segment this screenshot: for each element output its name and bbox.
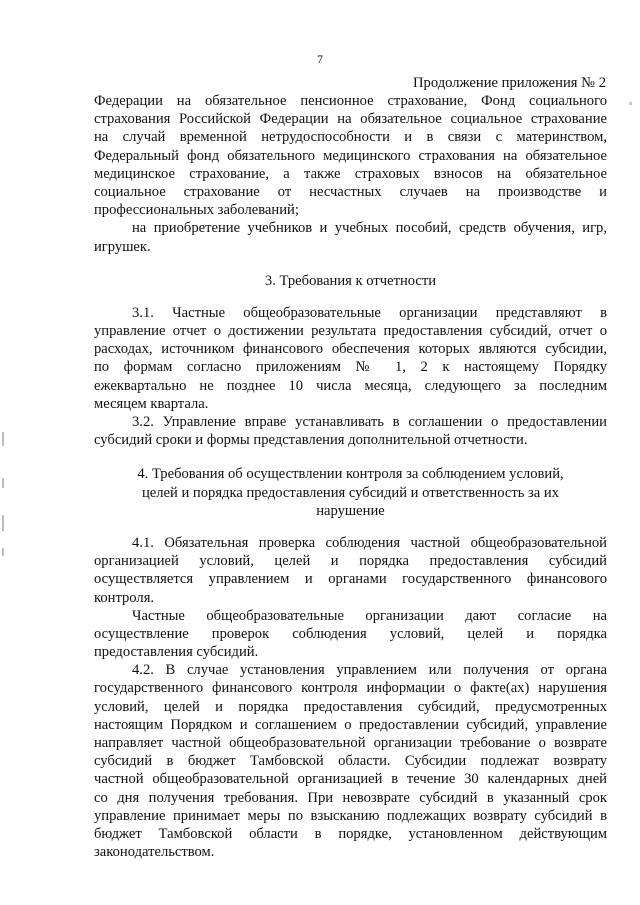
text-line: игрушек. <box>94 238 151 255</box>
text-line: Федеральный фонд обязательного медицинского страхования на обязательное <box>94 147 607 164</box>
text-line: 3.1. Частные общеобразовательные организации представляют в <box>132 304 607 321</box>
textbooks-paragraph <box>94 219 607 255</box>
text-line: управление отчет о достижении результата предоставления субсидий, отчет о <box>94 323 607 340</box>
section-4 <box>94 465 607 861</box>
text-line: организацией условий, целей и порядка предоставления субсидий <box>94 553 607 570</box>
text-line: со дня получения требования. При невозврате субсидий в указанный срок <box>94 789 607 806</box>
text-line: настоящим Порядком и соглашением о предоставлении субсидий, управление <box>94 716 607 733</box>
text-line: 4.2. В случае установления управлением или получения от органа <box>132 662 607 679</box>
text-line: предоставления субсидий. <box>94 644 259 661</box>
paragraph-3-1 <box>94 304 607 413</box>
text-line: на случай временной нетрудоспособности и в связи с материнством, <box>94 129 607 146</box>
text-line: субсидий сроки и формы представления дополнительной отчетности. <box>94 432 528 449</box>
paragraph-3-2 <box>94 413 607 449</box>
text-line: медицинское страхование, а также страховых взносов на обязательное <box>94 165 607 182</box>
scan-artifact <box>629 102 632 105</box>
heading-line: целей и порядка предоставления субсидий и ответственность за их <box>141 484 560 501</box>
text-line: страхования Российской Федерации на обязательное социальное страхование <box>94 111 607 128</box>
paragraph-4-1-consent <box>94 607 607 662</box>
heading-line: нарушение <box>316 502 385 519</box>
scan-artifact <box>2 432 4 446</box>
paragraph-4-1 <box>94 534 607 607</box>
text-line: расходах, источником финансового обеспечения которых являются субсидии, <box>94 341 607 358</box>
document-body <box>94 92 607 861</box>
text-line: государственного финансового контроля информации о факте(ах) нарушения <box>94 680 607 697</box>
section-3-heading: 3. Требования к отчетности <box>264 272 437 289</box>
text-line: ежеквартально не позднее 10 числа месяца, следующего за последним <box>94 377 607 394</box>
text-line: бюджет Тамбовской области в порядке, установленном действующим <box>94 825 607 842</box>
text-line: субсидий в бюджет Тамбовской области. Субсидии подлежат возврату <box>94 753 607 770</box>
text-line: 4.1. Обязательная проверка соблюдения частной общеобразовательной <box>132 534 607 551</box>
text-line: частной общеобразовательной организацией в течение 30 календарных дней <box>94 771 607 788</box>
text-line: законодательством. <box>94 844 215 861</box>
text-line: осуществление проверок соблюдения условий, целей и порядка <box>94 625 607 642</box>
text-line: на приобретение учебников и учебных пособий, средств обучения, игр, <box>132 220 607 237</box>
text-line: по формам согласно приложениям № 1, 2 к настоящему Порядку <box>94 359 607 376</box>
page-number: 7 <box>317 52 323 66</box>
text-line: профессиональных заболеваний; <box>94 202 299 219</box>
text-line: Частные общеобразовательные организации дают согласие на <box>132 607 607 624</box>
text-line: месяцем квартала. <box>94 395 209 412</box>
text-line: условий, целей и порядка предоставления субсидий, предусмотренных <box>94 698 607 715</box>
section-3 <box>94 272 607 450</box>
text-line: осуществляется управлением и органами государственного финансового <box>94 571 607 588</box>
text-line: социальное страхование от несчастных случаев на производстве и <box>94 183 607 200</box>
appendix-continuation-note: Продолжение приложения № 2 <box>413 75 606 91</box>
section-4-heading <box>94 465 607 520</box>
scan-artifact <box>2 515 4 531</box>
text-line: Федерации на обязательное пенсионное страхование, Фонд социального <box>94 93 607 109</box>
intro-paragraph <box>94 92 607 219</box>
scan-artifact <box>2 548 4 556</box>
text-line: 3.2. Управление вправе устанавливать в соглашении о предоставлении <box>132 414 607 430</box>
text-line: управление принимает меры по взысканию подлежащих возврату субсидий в <box>94 807 607 824</box>
scan-artifact <box>2 478 4 488</box>
text-line: направляет частной общеобразовательной организации требование о возврате <box>94 735 607 751</box>
paragraph-4-2 <box>94 661 607 861</box>
text-line: контроля. <box>94 589 155 606</box>
heading-line: 4. Требования об осуществлении контроля за соблюдением условий, <box>137 466 564 483</box>
